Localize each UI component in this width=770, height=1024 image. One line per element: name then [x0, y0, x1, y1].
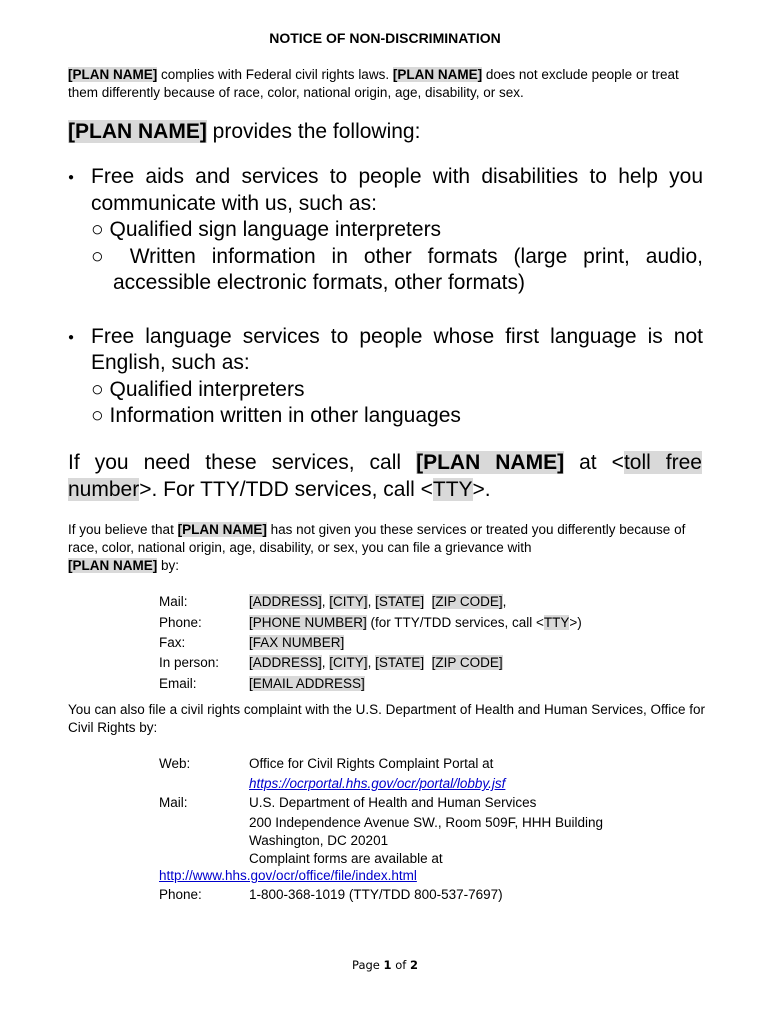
state-placeholder: [STATE] [375, 594, 425, 609]
hhs-phone-value: 1-800-368-1019 (TTY/TDD 800-537-7697) [249, 887, 503, 902]
hhs-mail-line: U.S. Department of Health and Human Services [249, 795, 537, 810]
hhs-mail-line: 200 Independence Avenue SW., Room 509F, HHH Building [249, 815, 603, 830]
bullet-1-sub-item: ○ Written information in other formats (large print, audio, [91, 245, 703, 268]
tty-placeholder: TTY [432, 477, 473, 501]
zip-placeholder: [ZIP CODE] [431, 594, 503, 609]
fax-value [249, 634, 344, 652]
call-text: at < [564, 451, 624, 474]
hhs-mail-line: Washington, DC 20201 [249, 833, 389, 848]
phone-text: (for TTY/TDD services, call < [366, 615, 544, 630]
ocr-portal-link[interactable]: https://ocrportal.hhs.gov/ocr/portal/lobby.jsf [249, 776, 506, 791]
mail-label: Mail: [159, 594, 188, 609]
call-text: >. For TTY/TDD services, call < [139, 477, 433, 501]
email-label: Email: [159, 676, 197, 691]
in-person-value: [ADDRESS], [CITY], [STATE] [ZIP CODE] [249, 655, 503, 670]
intro-text: complies with Federal civil rights laws. [157, 67, 393, 82]
plan-name-placeholder: [PLAN NAME] [416, 451, 565, 474]
web-label: Web: [159, 756, 191, 771]
page-footer [0, 958, 770, 972]
address-placeholder: [ADDRESS] [249, 655, 322, 670]
grievance-paragraph [68, 521, 708, 575]
page-of: of [391, 958, 410, 972]
provides-text: provides the following: [206, 120, 421, 143]
call-line-1 [68, 450, 702, 477]
city-placeholder: [CITY] [329, 655, 368, 670]
page-label: Page [352, 958, 384, 972]
bullet-1-sub-item: ○ Qualified sign language interpreters [91, 218, 442, 241]
tty-placeholder: TTY [543, 615, 570, 630]
toll-free-placeholder: toll free [623, 451, 702, 474]
web-text: Office for Civil Rights Complaint Portal at [249, 756, 494, 771]
plan-name-placeholder: [PLAN NAME] [392, 67, 483, 82]
hhs-mail-line: Complaint forms are available at [249, 851, 443, 866]
email-placeholder: [EMAIL ADDRESS] [249, 676, 365, 691]
address-placeholder: [ADDRESS] [249, 594, 322, 609]
plan-name-placeholder: [PLAN NAME] [177, 522, 267, 537]
call-text: If you need these services, call [68, 451, 417, 474]
bullet-dot: ● [68, 172, 75, 183]
city-placeholder: [CITY] [329, 594, 368, 609]
hhs-mail-label: Mail: [159, 795, 188, 810]
in-person-label: In person: [159, 655, 220, 670]
bullet-2-line-1: Free language services to people whose first language is not [91, 325, 703, 348]
phone-label: Phone: [159, 615, 202, 630]
bullet-1-line-2: communicate with us, such as: [91, 192, 377, 215]
bullet-2-sub-item: ○ Information written in other languages [91, 404, 461, 427]
bullet-2-sub-item: ○ Qualified interpreters [91, 378, 305, 401]
bullet-2-line-2: English, such as: [91, 351, 250, 374]
phone-placeholder: [PHONE NUMBER] [249, 615, 367, 630]
call-paragraph [68, 450, 702, 503]
plan-name-placeholder: [PLAN NAME] [68, 558, 158, 573]
hhs-paragraph: You can also file a civil rights complaint with the U.S. Department of Health and Human Services, Office for Civil Rights by: [68, 702, 706, 735]
intro-text: does not exclude people or treat them differently because of race, color, national origin, age, disability, or sex. [68, 67, 679, 100]
hhs-phone-label: Phone: [159, 887, 202, 902]
call-text: >. [472, 477, 491, 501]
grievance-text: has not given you these services or treated you differently because of race, color, national origin, age, disability, or sex, you can file a grievance with [68, 522, 686, 555]
page-current: 1 [383, 958, 392, 972]
bullet-1-sub-item: accessible electronic formats, other formats) [113, 271, 525, 294]
bullet-dot: ● [68, 332, 75, 343]
zip-placeholder: [ZIP CODE] [431, 655, 503, 670]
plan-name-placeholder: [PLAN NAME] [68, 67, 158, 82]
fax-placeholder: [FAX NUMBER] [249, 635, 345, 650]
bullet-1-line-1: Free aids and services to people with disabilities to help you [91, 165, 703, 188]
complaint-forms-link[interactable]: http://www.hhs.gov/ocr/office/file/index.html [159, 868, 417, 883]
fax-label: Fax: [159, 635, 186, 650]
grievance-text: by: [157, 558, 180, 573]
phone-text: >) [569, 615, 582, 630]
toll-free-placeholder: number [68, 477, 140, 501]
state-placeholder: [STATE] [375, 655, 425, 670]
page-title: NOTICE OF NON-DISCRIMINATION [269, 30, 501, 46]
mail-value: [ADDRESS], [CITY], [STATE] [ZIP CODE], [249, 594, 507, 609]
page-total: 2 [409, 958, 418, 972]
phone-value [249, 614, 582, 632]
intro-paragraph [68, 66, 708, 102]
provides-heading [68, 118, 420, 146]
grievance-text: If you believe that [68, 522, 178, 537]
call-line-2 [68, 477, 702, 504]
email-value [249, 675, 365, 693]
plan-name-placeholder: [PLAN NAME] [68, 120, 207, 143]
